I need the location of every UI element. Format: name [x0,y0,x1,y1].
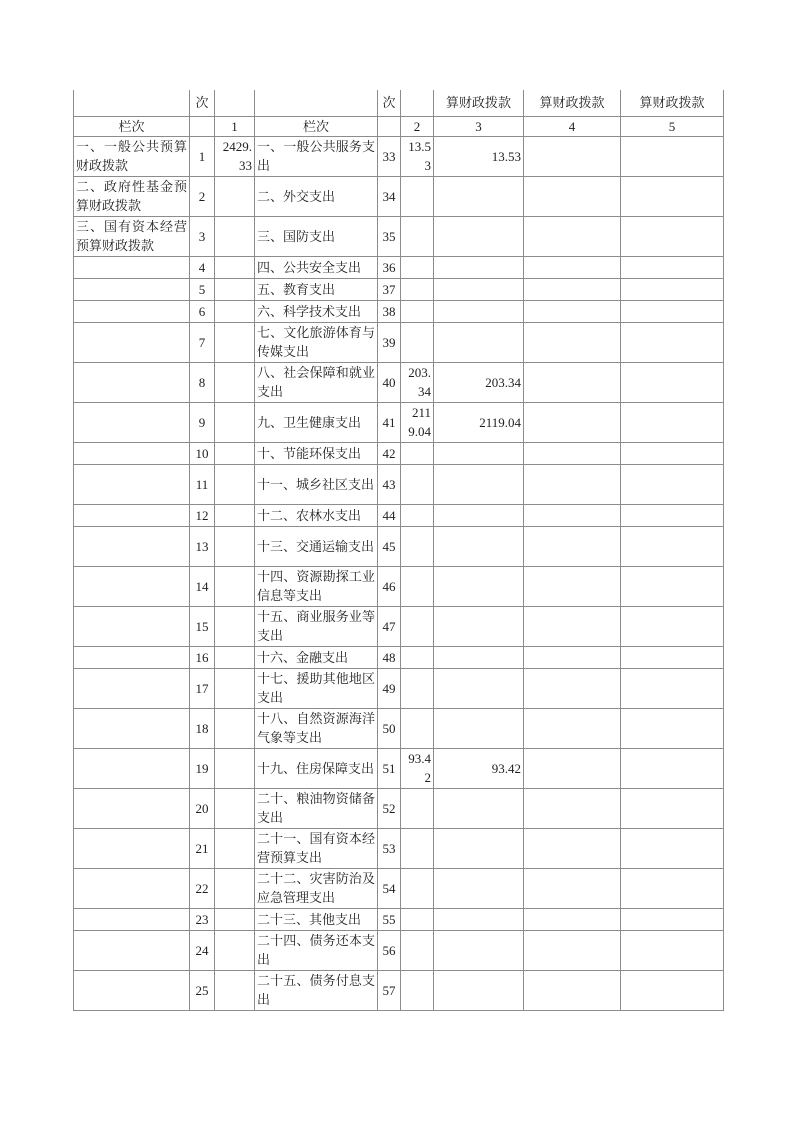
income-row-number-cell: 1 [190,136,215,176]
amount-col3-cell [434,504,524,526]
table-row [74,256,724,278]
amount-col5-cell [621,868,724,908]
expense-row-number-cell: 38 [378,300,401,322]
amount-col4-cell [524,322,621,362]
amount-col4-cell [524,646,621,668]
income-row-number-cell: 22 [190,868,215,908]
income-amount-cell [215,566,255,606]
income-amount-cell [215,668,255,708]
amount-col5-cell [621,606,724,646]
column-index-4: 4 [524,116,621,136]
table-row [74,176,724,216]
amount-col3-cell: 203.34 [434,362,524,402]
income-amount-cell [215,256,255,278]
expense-item-cell: 二十四、债务还本支出 [255,930,378,970]
amount-col5-cell [621,908,724,930]
income-amount-cell [215,402,255,442]
amount-col2-cell [401,828,434,868]
amount-col5-cell [621,504,724,526]
income-row-number-cell: 8 [190,362,215,402]
lanci-spacer-right [378,116,401,136]
amount-col3-cell [434,216,524,256]
amount-col2-cell [401,216,434,256]
expense-item-cell: 七、文化旅游体育与传媒支出 [255,322,378,362]
amount-col3-cell [434,668,524,708]
table-row [74,322,724,362]
amount-col4-cell [524,748,621,788]
expense-row-number-cell: 36 [378,256,401,278]
amount-col3-cell [434,464,524,504]
income-row-number-cell: 2 [190,176,215,216]
income-item-cell [74,646,190,668]
amount-col5-cell [621,216,724,256]
table-row [74,504,724,526]
income-amount-cell [215,970,255,1010]
lanci-label-right: 栏次 [255,116,378,136]
income-item-cell [74,606,190,646]
amount-col2-cell [401,300,434,322]
income-row-number-cell: 25 [190,970,215,1010]
table-row [74,668,724,708]
expense-item-cell: 九、卫生健康支出 [255,402,378,442]
amount-col2-cell [401,322,434,362]
table-row [74,970,724,1010]
table-row [74,868,724,908]
amount-col3-cell [434,442,524,464]
table-row [74,788,724,828]
amount-col5-cell [621,646,724,668]
column-index-1: 1 [215,116,255,136]
column-index-3: 3 [434,116,524,136]
income-item-cell [74,362,190,402]
income-item-cell [74,464,190,504]
amount-col5-cell [621,668,724,708]
lanci-label-left: 栏次 [74,116,190,136]
amount-col3-cell: 13.53 [434,136,524,176]
amount-col4-cell [524,402,621,442]
amount-col4-cell [524,442,621,464]
amount-col4-cell [524,216,621,256]
amount-col2-cell [401,256,434,278]
amount-col2-cell [401,442,434,464]
header-left-amount-cell [215,90,255,116]
fiscal-appropriation-table [73,90,724,1011]
amount-col2-cell [401,708,434,748]
amount-col3-cell [434,908,524,930]
income-amount-cell [215,504,255,526]
income-amount-cell [215,442,255,464]
amount-col2-cell [401,868,434,908]
table-row [74,278,724,300]
amount-col2-cell [401,278,434,300]
amount-col3-cell [434,566,524,606]
income-item-cell: 一、一般公共预算财政拨款 [74,136,190,176]
expense-item-cell: 六、科学技术支出 [255,300,378,322]
amount-col5-cell [621,788,724,828]
income-item-cell [74,402,190,442]
amount-col3-cell: 2119.04 [434,402,524,442]
income-item-cell [74,908,190,930]
header-appropriation-col3-cell: 算财政拨款 [434,90,524,116]
table-row [74,442,724,464]
income-amount-cell [215,930,255,970]
income-row-number-cell: 24 [190,930,215,970]
amount-col2-cell: 93.42 [401,748,434,788]
amount-col2-cell [401,970,434,1010]
table-row [74,300,724,322]
expense-item-cell: 二十五、债务付息支出 [255,970,378,1010]
income-row-number-cell: 7 [190,322,215,362]
income-item-cell [74,708,190,748]
income-row-number-cell: 10 [190,442,215,464]
amount-col3-cell [434,828,524,868]
expense-item-cell: 十九、住房保障支出 [255,748,378,788]
expense-row-number-cell: 44 [378,504,401,526]
expense-row-number-cell: 52 [378,788,401,828]
expense-row-number-cell: 40 [378,362,401,402]
amount-col3-cell [434,868,524,908]
amount-col4-cell [524,606,621,646]
amount-col5-cell [621,176,724,216]
amount-col3-cell [434,256,524,278]
income-row-number-cell: 19 [190,748,215,788]
income-amount-cell [215,606,255,646]
amount-col4-cell [524,256,621,278]
income-row-number-cell: 5 [190,278,215,300]
amount-col4-cell [524,708,621,748]
expense-item-cell: 三、国防支出 [255,216,378,256]
expense-item-cell: 二十一、国有资本经营预算支出 [255,828,378,868]
table-row [74,708,724,748]
income-item-cell [74,788,190,828]
income-row-number-cell: 3 [190,216,215,256]
header-left-lanci-cell: 次 [190,90,215,116]
amount-col4-cell [524,970,621,1010]
amount-col3-cell [434,606,524,646]
header-row-clipped [74,90,724,116]
amount-col4-cell [524,908,621,930]
amount-col4-cell [524,504,621,526]
amount-col3-cell [434,278,524,300]
income-item-cell [74,322,190,362]
expense-row-number-cell: 54 [378,868,401,908]
expense-row-number-cell: 55 [378,908,401,930]
income-amount-cell [215,464,255,504]
amount-col2-cell [401,176,434,216]
amount-col5-cell [621,708,724,748]
amount-col2-cell [401,566,434,606]
expense-item-cell: 四、公共安全支出 [255,256,378,278]
amount-col3-cell [434,300,524,322]
amount-col3-cell [434,970,524,1010]
expense-item-cell: 十一、城乡社区支出 [255,464,378,504]
amount-col4-cell [524,668,621,708]
lanci-spacer-left [190,116,215,136]
expense-item-cell: 十三、交通运输支出 [255,526,378,566]
amount-col5-cell [621,930,724,970]
income-item-cell: 二、政府性基金预算财政拨款 [74,176,190,216]
expense-row-number-cell: 57 [378,970,401,1010]
table-row [74,828,724,868]
income-item-cell [74,868,190,908]
amount-col3-cell [434,322,524,362]
amount-col3-cell [434,646,524,668]
income-amount-cell [215,748,255,788]
amount-col5-cell [621,748,724,788]
income-row-number-cell: 12 [190,504,215,526]
amount-col5-cell [621,300,724,322]
income-row-number-cell: 16 [190,646,215,668]
amount-col4-cell [524,278,621,300]
expense-row-number-cell: 56 [378,930,401,970]
income-amount-cell [215,216,255,256]
income-amount-cell [215,322,255,362]
amount-col5-cell [621,526,724,566]
expense-row-number-cell: 51 [378,748,401,788]
amount-col2-cell: 203.34 [401,362,434,402]
expense-row-number-cell: 50 [378,708,401,748]
amount-col3-cell [434,708,524,748]
expense-row-number-cell: 48 [378,646,401,668]
table-row [74,464,724,504]
amount-col5-cell [621,402,724,442]
expense-row-number-cell: 37 [378,278,401,300]
amount-col3-cell [434,176,524,216]
table-row [74,362,724,402]
income-item-cell [74,566,190,606]
header-left-item-cell [74,90,190,116]
income-item-cell [74,930,190,970]
amount-col2-cell [401,526,434,566]
amount-col4-cell [524,828,621,868]
amount-col4-cell [524,176,621,216]
income-item-cell [74,256,190,278]
amount-col5-cell [621,362,724,402]
header-amount2-cell [401,90,434,116]
expense-item-cell: 十八、自然资源海洋气象等支出 [255,708,378,748]
income-row-number-cell: 6 [190,300,215,322]
amount-col2-cell [401,668,434,708]
income-row-number-cell: 4 [190,256,215,278]
amount-col5-cell [621,136,724,176]
expense-row-number-cell: 45 [378,526,401,566]
amount-col3-cell [434,788,524,828]
expense-row-number-cell: 39 [378,322,401,362]
income-item-cell [74,442,190,464]
table-row [74,136,724,176]
income-item-cell [74,668,190,708]
amount-col5-cell [621,442,724,464]
expense-row-number-cell: 46 [378,566,401,606]
income-amount-cell [215,646,255,668]
amount-col5-cell [621,828,724,868]
header-right-lanci-cell: 次 [378,90,401,116]
income-item-cell [74,828,190,868]
income-amount-cell [215,362,255,402]
amount-col4-cell [524,868,621,908]
table-row [74,526,724,566]
amount-col4-cell [524,930,621,970]
income-item-cell [74,278,190,300]
income-amount-cell [215,828,255,868]
income-amount-cell [215,788,255,828]
amount-col5-cell [621,566,724,606]
expense-row-number-cell: 43 [378,464,401,504]
amount-col5-cell [621,278,724,300]
table-row [74,566,724,606]
table-row [74,216,724,256]
expense-item-cell: 十五、商业服务业等支出 [255,606,378,646]
expense-item-cell: 五、教育支出 [255,278,378,300]
income-item-cell: 三、国有资本经营预算财政拨款 [74,216,190,256]
table-row [74,908,724,930]
income-item-cell [74,526,190,566]
expense-item-cell: 十六、金融支出 [255,646,378,668]
income-amount-cell [215,868,255,908]
expense-item-cell: 二十、粮油物资储备支出 [255,788,378,828]
amount-col4-cell [524,566,621,606]
expense-item-cell: 十四、资源勘探工业信息等支出 [255,566,378,606]
amount-col4-cell [524,464,621,504]
expense-row-number-cell: 34 [378,176,401,216]
income-amount-cell [215,908,255,930]
column-index-2: 2 [401,116,434,136]
income-item-cell [74,504,190,526]
amount-col3-cell [434,526,524,566]
amount-col5-cell [621,322,724,362]
income-amount-cell [215,526,255,566]
expense-item-cell: 二十三、其他支出 [255,908,378,930]
income-row-number-cell: 11 [190,464,215,504]
expense-row-number-cell: 33 [378,136,401,176]
expense-item-cell: 十、节能环保支出 [255,442,378,464]
header-appropriation-col4-cell: 算财政拨款 [524,90,621,116]
amount-col4-cell [524,788,621,828]
amount-col2-cell [401,788,434,828]
income-row-number-cell: 9 [190,402,215,442]
table-row [74,606,724,646]
income-row-number-cell: 21 [190,828,215,868]
income-row-number-cell: 23 [190,908,215,930]
expense-row-number-cell: 47 [378,606,401,646]
expense-row-number-cell: 42 [378,442,401,464]
amount-col4-cell [524,362,621,402]
amount-col5-cell [621,970,724,1010]
income-row-number-cell: 20 [190,788,215,828]
amount-col2-cell [401,504,434,526]
amount-col5-cell [621,464,724,504]
income-row-number-cell: 17 [190,668,215,708]
amount-col3-cell: 93.42 [434,748,524,788]
amount-col2-cell [401,646,434,668]
amount-col4-cell [524,526,621,566]
income-item-cell [74,300,190,322]
amount-col2-cell [401,908,434,930]
header-appropriation-col5-cell: 算财政拨款 [621,90,724,116]
amount-col2-cell [401,930,434,970]
income-amount-cell [215,300,255,322]
income-item-cell [74,748,190,788]
amount-col2-cell: 13.53 [401,136,434,176]
table-row [74,646,724,668]
expense-item-cell: 二十二、灾害防治及应急管理支出 [255,868,378,908]
expense-item-cell: 二、外交支出 [255,176,378,216]
column-index-row [74,116,724,136]
amount-col2-cell: 2119.04 [401,402,434,442]
income-amount-cell: 2429.33 [215,136,255,176]
header-right-item-cell [255,90,378,116]
column-index-5: 5 [621,116,724,136]
expense-item-cell: 十二、农林水支出 [255,504,378,526]
table-row [74,402,724,442]
expense-row-number-cell: 35 [378,216,401,256]
expense-row-number-cell: 41 [378,402,401,442]
expense-item-cell: 十七、援助其他地区支出 [255,668,378,708]
table-row [74,748,724,788]
expense-item-cell: 八、社会保障和就业支出 [255,362,378,402]
expense-item-cell: 一、一般公共服务支出 [255,136,378,176]
amount-col2-cell [401,606,434,646]
income-row-number-cell: 14 [190,566,215,606]
income-row-number-cell: 15 [190,606,215,646]
income-amount-cell [215,176,255,216]
income-row-number-cell: 18 [190,708,215,748]
table-row [74,930,724,970]
expense-row-number-cell: 49 [378,668,401,708]
amount-col3-cell [434,930,524,970]
income-row-number-cell: 13 [190,526,215,566]
expense-row-number-cell: 53 [378,828,401,868]
income-amount-cell [215,278,255,300]
income-amount-cell [215,708,255,748]
income-item-cell [74,970,190,1010]
amount-col4-cell [524,300,621,322]
amount-col5-cell [621,256,724,278]
amount-col2-cell [401,464,434,504]
amount-col4-cell [524,136,621,176]
